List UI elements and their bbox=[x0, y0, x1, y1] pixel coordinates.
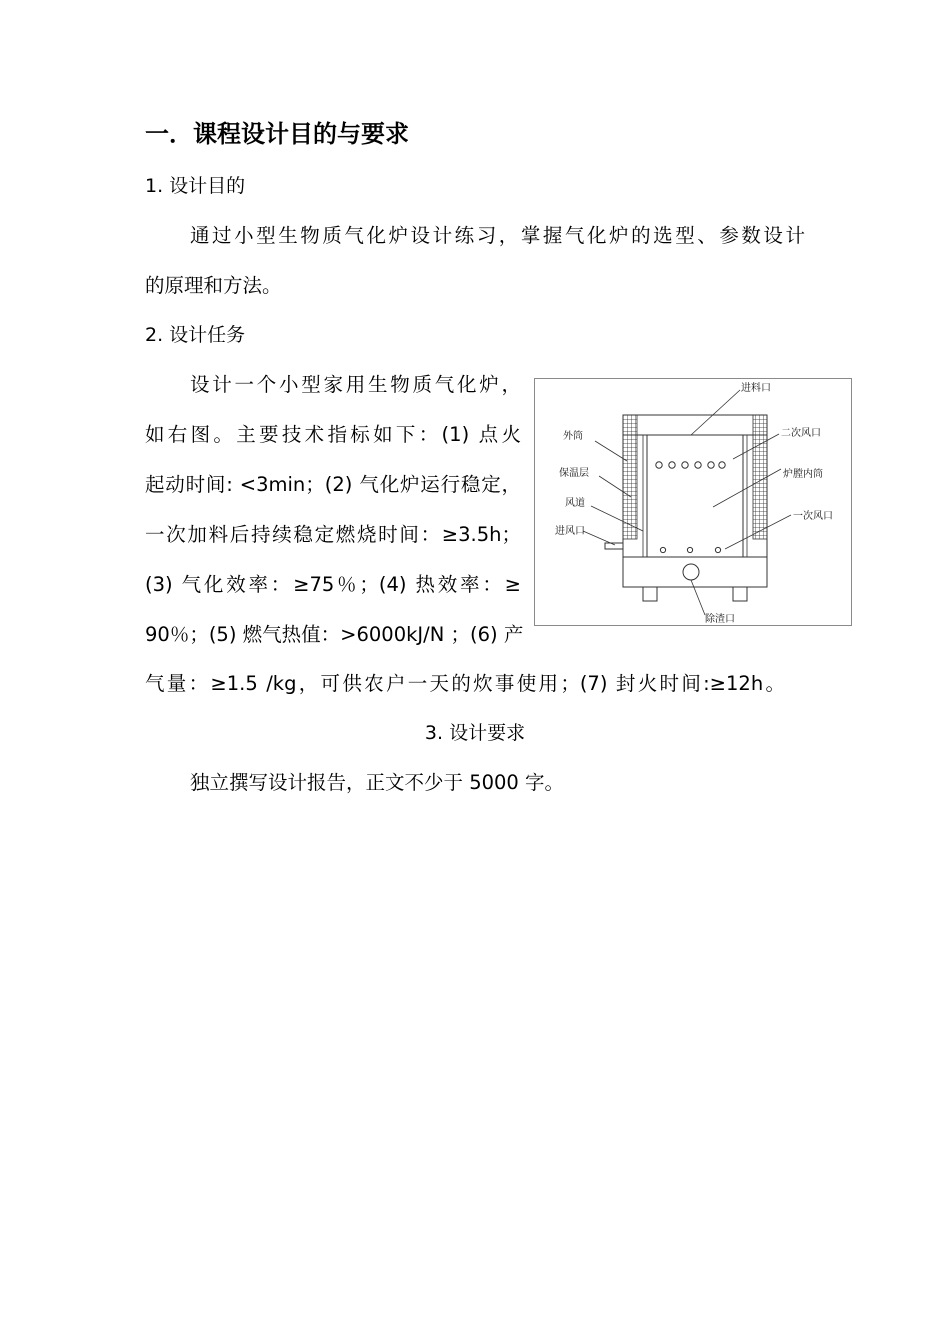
gasifier-diagram bbox=[534, 378, 852, 626]
task-line-5: (3) 气化效率：≥75％；(4) 热效率：≥ bbox=[145, 573, 521, 596]
purpose-line-2: 的原理和方法。 bbox=[145, 274, 282, 297]
label-primary-air: 一次风口 bbox=[793, 511, 833, 522]
label-inner-chamber: 炉膛内筒 bbox=[783, 469, 823, 480]
requirements-line-1: 独立撰写设计报告，正文不少于 5000 字。 bbox=[190, 771, 565, 794]
subsection-title-requirements: 3. 设计要求 bbox=[424, 722, 526, 744]
label-air-inlet: 进风口 bbox=[555, 526, 585, 537]
subsection-title-purpose: 1. 设计目的 bbox=[145, 175, 246, 197]
label-outer-shell: 外筒 bbox=[563, 431, 583, 442]
section-heading: 一．课程设计目的与要求 bbox=[145, 120, 409, 148]
label-secondary-air: 二次风口 bbox=[781, 428, 821, 439]
task-line-2: 如右图。主要技术指标如下：(1) 点火 bbox=[145, 423, 521, 446]
task-line-4: 一次加料后持续稳定燃烧时间：≥3.5h； bbox=[145, 523, 521, 546]
task-line-3: 起动时间: <3min；(2) 气化炉运行稳定， bbox=[145, 473, 521, 496]
task-line-6: 90％；(5) 燃气热值：>6000kJ/N ；(6) 产 bbox=[145, 623, 524, 646]
label-feed-inlet: 进料口 bbox=[741, 383, 771, 394]
label-insulation: 保温层 bbox=[559, 468, 589, 479]
label-air-duct: 风道 bbox=[565, 498, 585, 509]
purpose-line-1: 通过小型生物质气化炉设计练习，掌握气化炉的选型、参数设计 bbox=[190, 224, 805, 247]
subsection-title-task: 2. 设计任务 bbox=[145, 324, 246, 346]
task-line-7: 气量：≥1.5 /kg，可供农户一天的炊事使用；(7) 封火时间:≥12h。 bbox=[145, 672, 785, 695]
label-ash-outlet: 除渣口 bbox=[705, 614, 735, 625]
task-line-1: 设计一个小型家用生物质气化炉， bbox=[190, 373, 521, 396]
